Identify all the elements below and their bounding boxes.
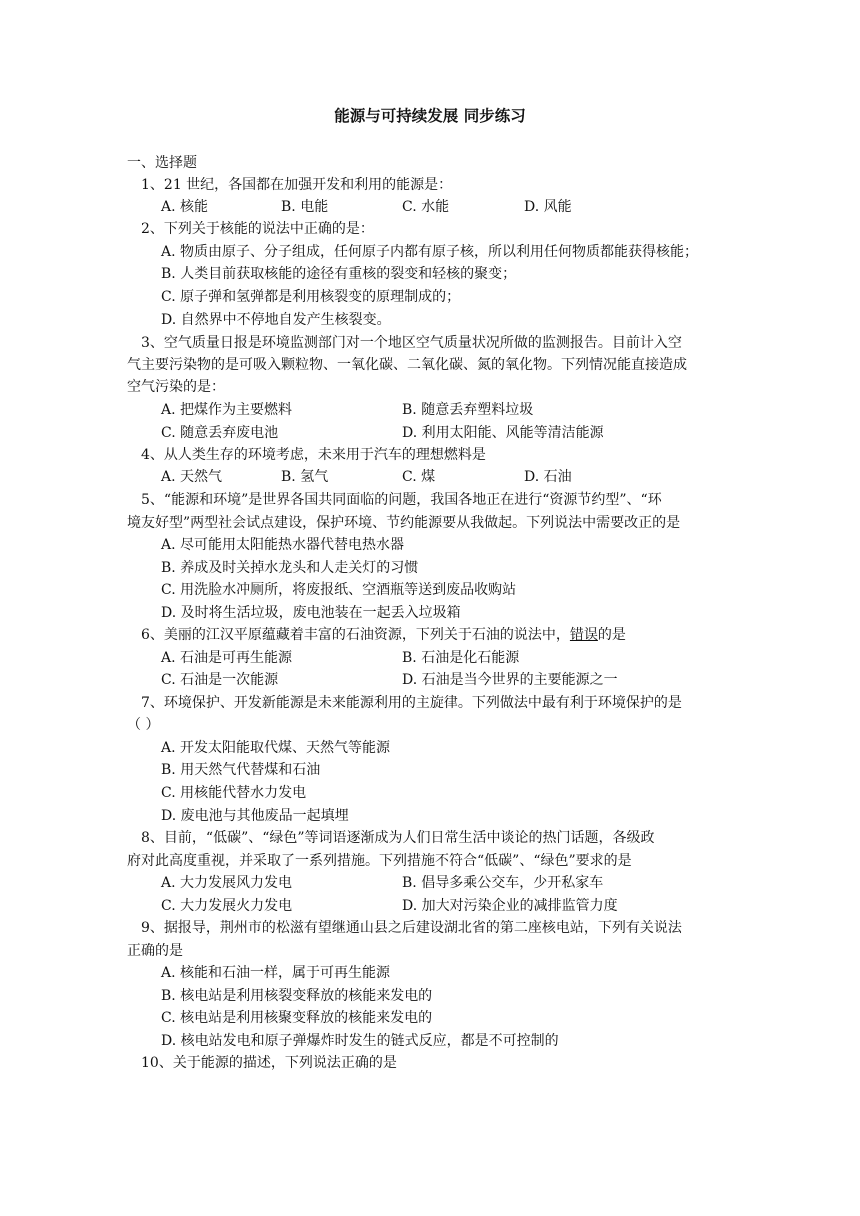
question-5-stem-line-1: 5、“能源和环境”是世界各国共同面临的问题，我国各地正在进行“资源节约型”、“环 — [141, 492, 662, 508]
question-9-stem-line-2: 正确的是 — [127, 943, 183, 959]
q1-option-b: B. 电能 — [281, 199, 329, 215]
q2-option-d: D. 自然界中不停地自发产生核裂变。 — [161, 312, 391, 328]
q9-option-a: A. 核能和石油一样，属于可再生能源 — [161, 965, 391, 981]
q7-option-a: A. 开发太阳能取代煤、天然气等能源 — [161, 740, 391, 756]
q5-option-a: A. 尽可能用太阳能热水器代替电热水器 — [161, 537, 405, 553]
q9-option-c: C. 核电站是利用核聚变释放的核能来发电的 — [161, 1010, 433, 1026]
question-3-stem-line-1: 3、空气质量日报是环境监测部门对一个地区空气质量状况所做的监测报告。目前计入空 — [141, 335, 682, 351]
question-7-stem-line-1: 7、环境保护、开发新能源是未来能源利用的主旋律。下列做法中最有利于环境保护的是 — [141, 695, 682, 711]
q5-option-c: C. 用洗脸水冲厕所，将废报纸、空酒瓶等送到废品收购站 — [161, 582, 517, 598]
question-4-stem: 4、从人类生存的环境考虑，未来用于汽车的理想燃料是 — [141, 447, 486, 463]
q7-option-b: B. 用天然气代替煤和石油 — [161, 762, 321, 778]
question-1-stem: 1、21 世纪，各国都在加强开发和利用的能源是： — [141, 177, 453, 193]
question-5-stem-line-2: 境友好型”两型社会试点建设，保护环境、节约能源要从我做起。下列说法中需要改正的是 — [127, 515, 681, 531]
q5-option-d: D. 及时将生活垃圾，废电池装在一起丢入垃圾箱 — [161, 605, 461, 621]
question-3-stem-line-2: 气主要污染物的是可吸入颗粒物、一氧化碳、二氧化碳、氮的氧化物。下列情况能直接造成 — [127, 357, 687, 373]
q2-option-c: C. 原子弹和氢弹都是利用核裂变的原理制成的； — [161, 289, 461, 305]
question-2-stem: 2、下列关于核能的说法中正确的是： — [141, 221, 374, 237]
q4-option-a: A. 天然气 — [161, 469, 223, 485]
q4-option-d: D. 石油 — [524, 469, 572, 485]
question-10-stem: 10、关于能源的描述，下列说法正确的是 — [141, 1055, 397, 1071]
question-8-stem-line-1: 8、目前，“低碳”、“绿色”等词语逐渐成为人们日常生活中谈论的热门话题，各级政 — [141, 830, 655, 846]
section-heading: 一、选择题 — [127, 155, 197, 171]
q7-option-d: D. 废电池与其他废品一起填埋 — [161, 808, 349, 824]
q2-option-a: A. 物质由原子、分子组成，任何原子内都有原子核，所以利用任何物质都能获得核能； — [161, 244, 699, 260]
q8-option-c: C. 大力发展火力发电 — [161, 898, 293, 914]
q9-option-d: D. 核电站发电和原子弹爆炸时发生的链式反应，都是不可控制的 — [161, 1033, 559, 1049]
question-6-stem — [141, 625, 749, 645]
question-6-stem-end: 的是 — [597, 627, 626, 643]
q3-option-c: C. 随意丢弃废电池 — [161, 425, 279, 441]
question-7-answer-blank: （ ） — [127, 717, 160, 733]
q4-option-c: C. 煤 — [402, 469, 436, 485]
question-6-underlined-word: 错误 — [569, 627, 598, 643]
q2-option-b: B. 人类目前获取核能的途径有重核的裂变和轻核的聚变； — [161, 266, 517, 282]
q1-option-a: A. 核能 — [161, 199, 209, 215]
q3-option-a: A. 把煤作为主要燃料 — [161, 402, 293, 418]
question-6-stem-text: 6、美丽的江汉平原蕴藏着丰富的石油资源，下列关于石油的说法中， — [141, 627, 570, 643]
q1-option-d: D. 风能 — [524, 199, 572, 215]
q3-option-b: B. 随意丢弃塑料垃圾 — [402, 402, 534, 418]
q4-option-b: B. 氢气 — [281, 469, 329, 485]
q5-option-b: B. 养成及时关掉水龙头和人走关灯的习惯 — [161, 560, 419, 576]
q8-option-b: B. 倡导多乘公交车，少开私家车 — [402, 875, 604, 891]
q8-option-a: A. 大力发展风力发电 — [161, 875, 293, 891]
question-9-stem-line-1: 9、据报导，荆州市的松滋有望继通山县之后建设湖北省的第二座核电站，下列有关说法 — [141, 920, 682, 936]
q6-option-d: D. 石油是当今世界的主要能源之一 — [402, 672, 618, 688]
question-3-stem-line-3: 空气污染的是： — [127, 379, 225, 395]
q7-option-c: C. 用核能代替水力发电 — [161, 785, 307, 801]
q6-option-c: C. 石油是一次能源 — [161, 672, 279, 688]
question-8-stem-line-2: 府对此高度重视，并采取了一系列措施。下列措施不符合“低碳”、“绿色”要求的是 — [127, 853, 632, 869]
q8-option-d: D. 加大对污染企业的减排监管力度 — [402, 898, 618, 914]
q1-option-c: C. 水能 — [402, 199, 450, 215]
page-title: 能源与可持续发展 同步练习 — [334, 107, 526, 125]
q6-option-a: A. 石油是可再生能源 — [161, 650, 293, 666]
q9-option-b: B. 核电站是利用核裂变释放的核能来发电的 — [161, 988, 433, 1004]
q6-option-b: B. 石油是化石能源 — [402, 650, 520, 666]
q3-option-d: D. 利用太阳能、风能等清洁能源 — [402, 425, 604, 441]
